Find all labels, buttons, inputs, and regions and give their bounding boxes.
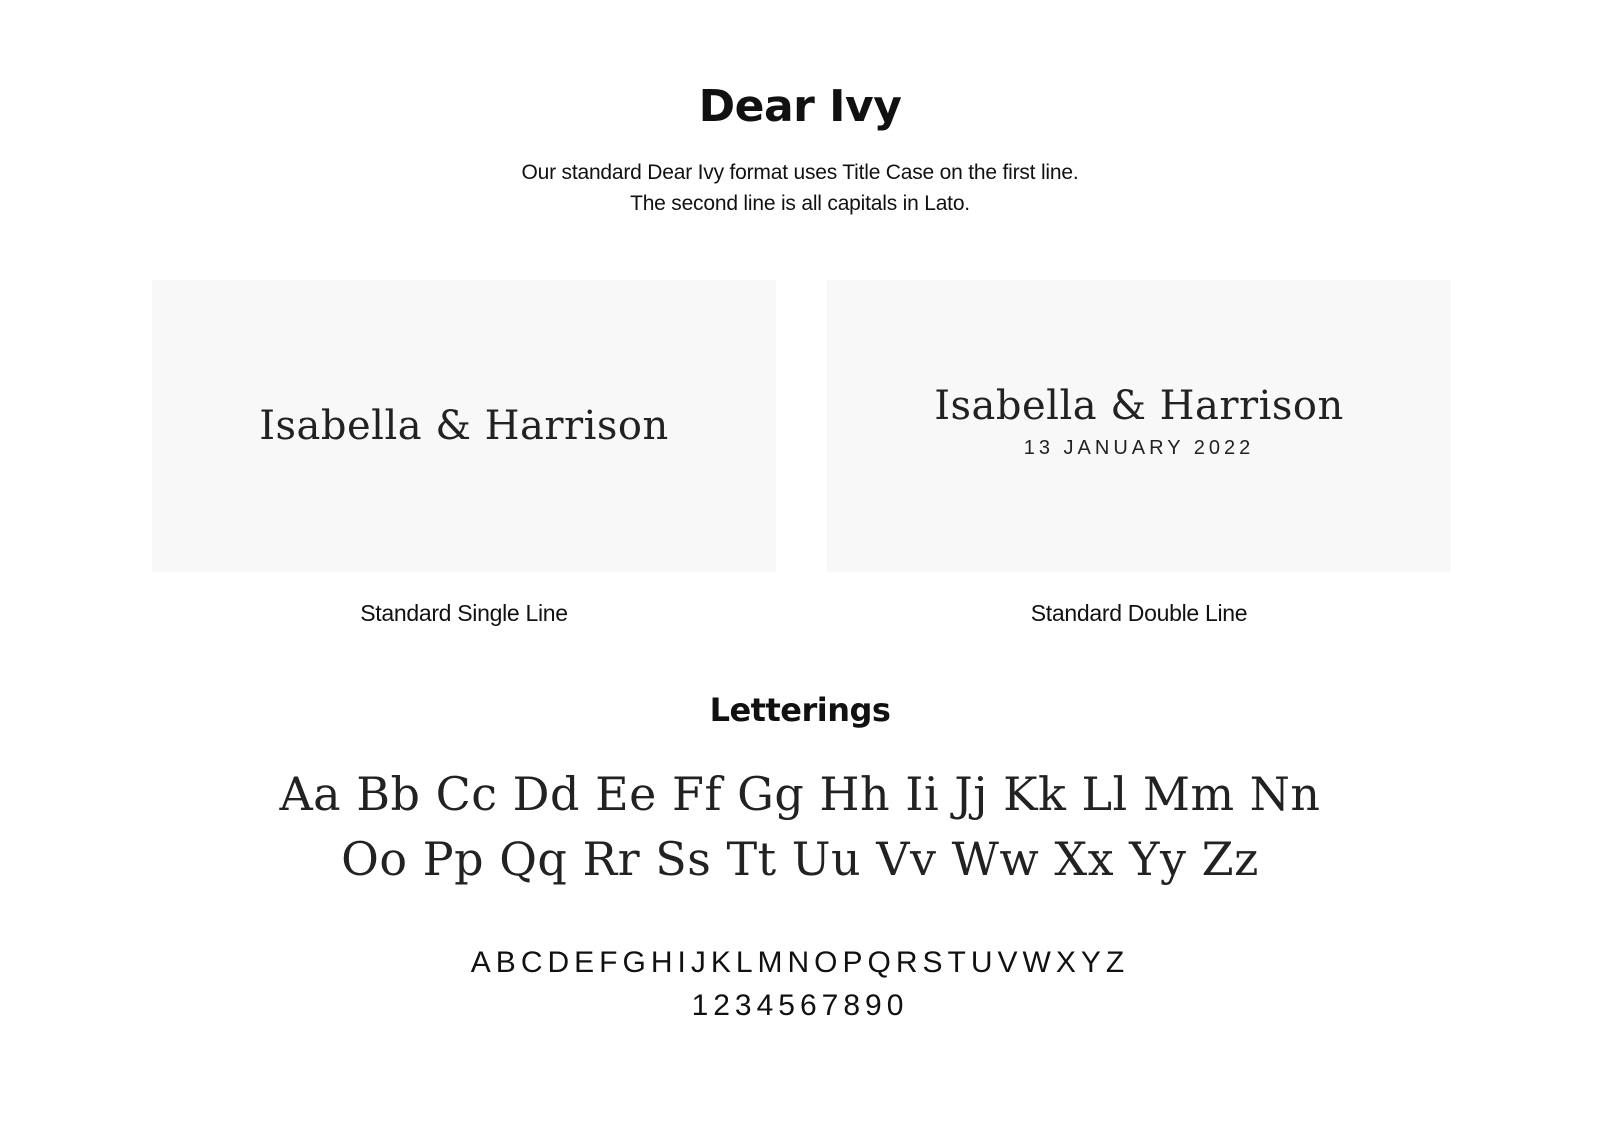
serif-alphabet-row-1: Aa Bb Cc Dd Ee Ff Gg Hh Ii Jj Kk Ll Mm Nn <box>279 767 1321 821</box>
example-name-line: Isabella & Harrison <box>259 403 669 449</box>
serif-alphabet-row-2: Oo Pp Qq Rr Ss Tt Uu Vv Ww Xx Yy Zz <box>341 832 1259 886</box>
intro-text <box>0 157 1600 219</box>
double-line-caption: Standard Double Line <box>1030 600 1248 626</box>
page-title: Dear Ivy <box>698 81 902 132</box>
letterings-title: Letterings <box>709 691 891 729</box>
example-name-line: Isabella & Harrison <box>934 382 1344 429</box>
single-line-example-card <box>152 280 776 572</box>
numbers-row: 1234567890 <box>691 989 909 1022</box>
intro-line-1: Our standard Dear Ivy format uses Title Case on the first line. <box>521 161 1079 184</box>
intro-line-2: The second line is all capitals in Lato. <box>630 192 970 215</box>
caps-alphabet-row: ABCDEFGHIJKLMNOPQRSTUVWXYZ <box>470 946 1130 979</box>
double-line-example-card <box>827 280 1451 572</box>
example-date-line: 13 JANUARY 2022 <box>1023 436 1255 459</box>
single-line-caption: Standard Single Line <box>360 600 568 626</box>
